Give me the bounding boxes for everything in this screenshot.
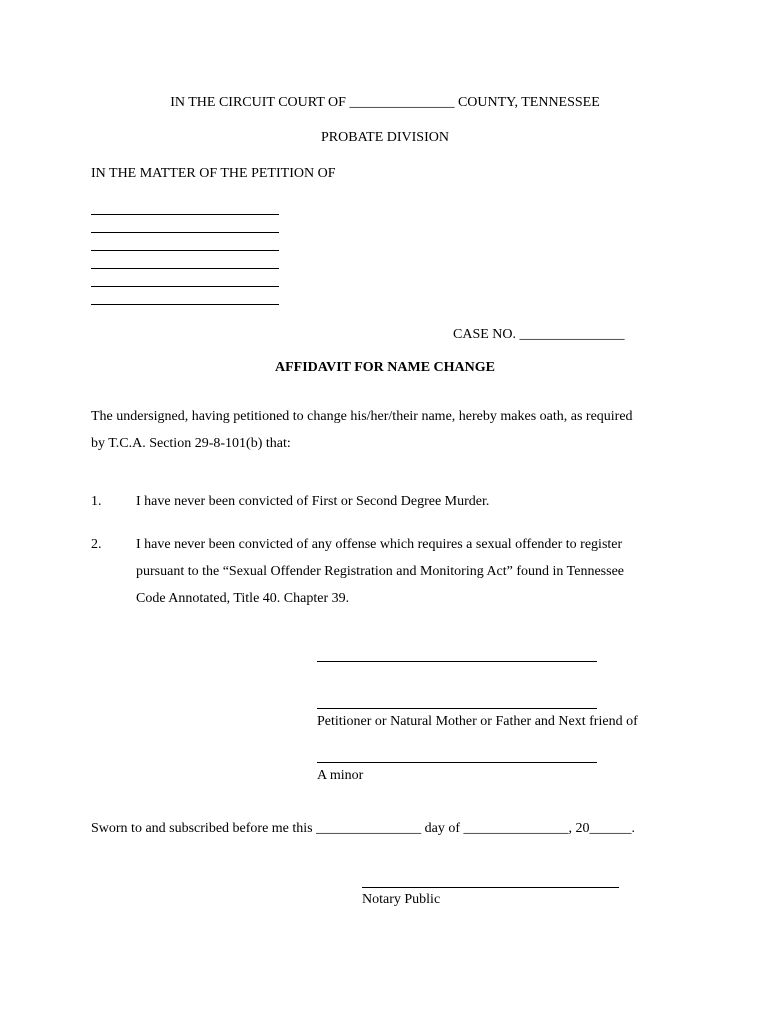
item-number: 2. xyxy=(91,537,102,552)
intro-paragraph xyxy=(91,403,691,457)
matter-title: IN THE MATTER OF THE PETITION OF xyxy=(91,166,336,181)
item-line: pursuant to the “Sexual Offender Registration and Monitoring Act” found in Tennessee xyxy=(136,564,625,579)
sworn-statement: Sworn to and subscribed before me this _______________ day of _______________, 20______. xyxy=(91,821,635,836)
minor-signature-line xyxy=(317,762,597,763)
signature-line xyxy=(317,661,597,662)
petitioner-blank-line xyxy=(91,286,279,287)
petitioner-blank-line xyxy=(91,214,279,215)
item-text xyxy=(136,488,696,515)
petitioner-signature-line xyxy=(317,708,597,709)
intro-line: by T.C.A. Section 29-8-101(b) that: xyxy=(91,436,291,451)
item-line: I have never been convicted of any offense which requires a sexual offender to register xyxy=(136,537,623,552)
petitioner-blank-line xyxy=(91,268,279,269)
document-title: AFFIDAVIT FOR NAME CHANGE xyxy=(275,360,495,375)
minor-caption: A minor xyxy=(317,768,364,783)
court-heading: IN THE CIRCUIT COURT OF _______________ COUNTY, TENNESSEE xyxy=(170,95,600,110)
division-heading: PROBATE DIVISION xyxy=(321,130,449,145)
intro-line: The undersigned, having petitioned to change his/her/their name, hereby makes oath, as required xyxy=(91,409,633,424)
petitioner-blank-line xyxy=(91,250,279,251)
notary-signature-line xyxy=(362,887,619,888)
item-text xyxy=(136,531,696,612)
notary-caption: Notary Public xyxy=(362,892,441,907)
item-line: I have never been convicted of First or Second Degree Murder. xyxy=(136,494,490,509)
case-number: CASE NO. _______________ xyxy=(453,327,625,342)
item-number: 1. xyxy=(91,494,102,509)
petitioner-caption: Petitioner or Natural Mother or Father and Next friend of xyxy=(317,714,638,729)
item-line: Code Annotated, Title 40. Chapter 39. xyxy=(136,591,350,606)
petitioner-blank-line xyxy=(91,232,279,233)
petitioner-blank-line xyxy=(91,304,279,305)
